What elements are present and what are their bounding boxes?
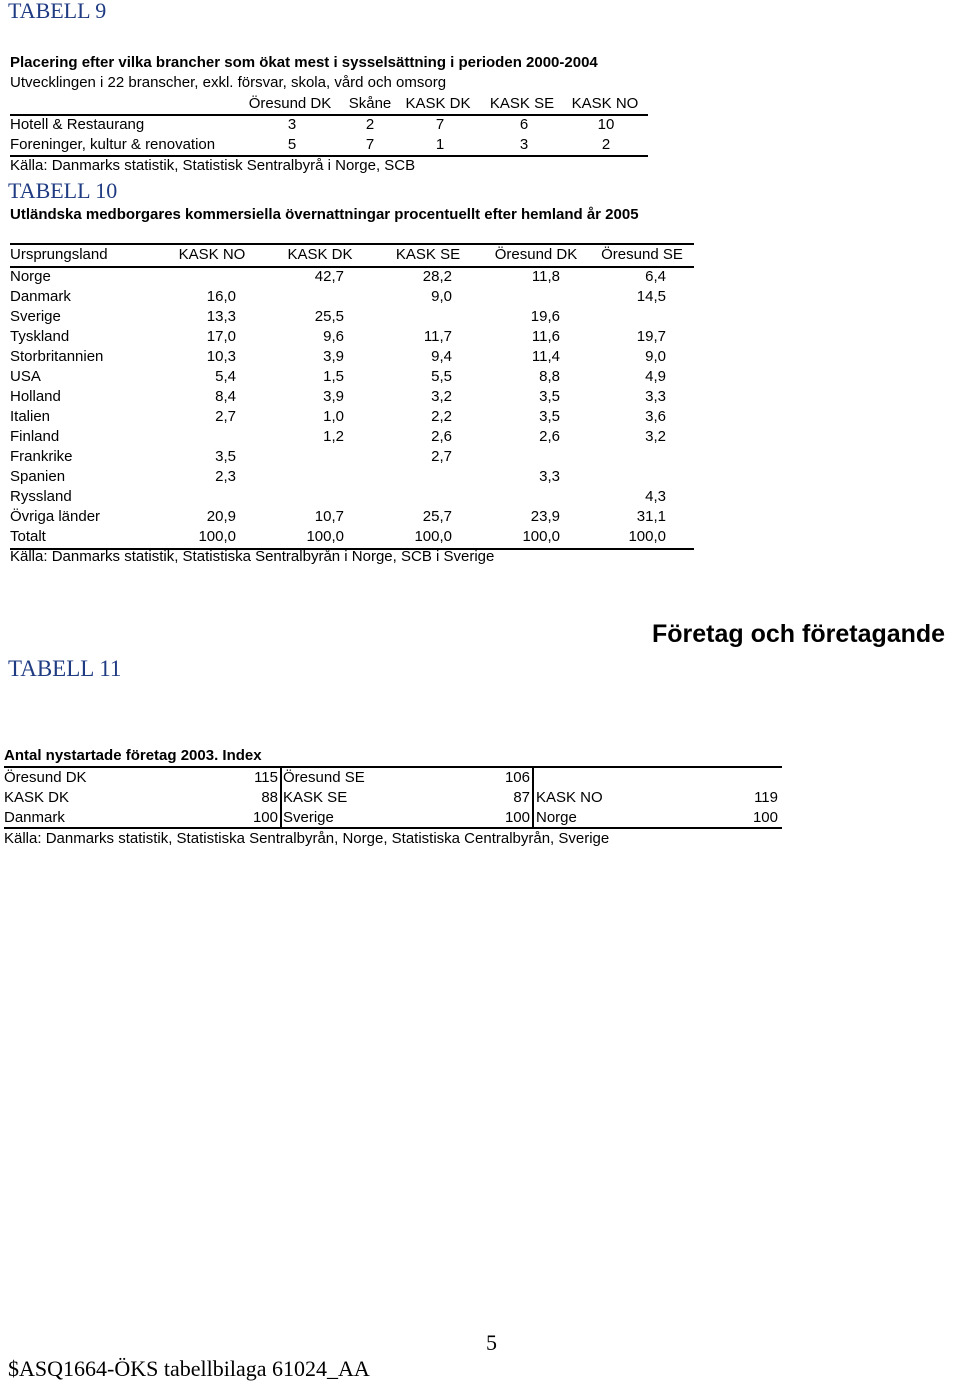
cell: 6,4 [645, 268, 666, 285]
row-label: Holland [10, 388, 61, 405]
tabell-10-col-header: Ursprungsland [10, 246, 108, 263]
index-value: 100 [252, 809, 278, 826]
cell: 5,4 [215, 368, 236, 385]
cell: 3,2 [431, 388, 452, 405]
cell: 7 [365, 136, 375, 153]
cell: 4,3 [645, 488, 666, 505]
cell: 1,2 [323, 428, 344, 445]
row-label: Spanien [10, 468, 66, 485]
cell: 11,8 [531, 268, 560, 285]
index-value: 87 [513, 789, 530, 806]
cell: 1,0 [323, 408, 344, 425]
cell: 3,5 [215, 448, 236, 465]
cell: 100,0 [198, 528, 236, 545]
cell: 23,9 [530, 508, 560, 525]
cell: 11,6 [531, 328, 560, 345]
tabell-10-top-rule [10, 243, 694, 245]
cell: 3,9 [323, 348, 344, 365]
cell: 4,9 [645, 368, 666, 385]
cell: 13,3 [206, 308, 236, 325]
row-label: Storbritannien [10, 348, 104, 365]
cell: 1,5 [323, 368, 344, 385]
cell: 9,4 [431, 348, 452, 365]
index-label: Öresund SE [283, 769, 365, 786]
tabell-9-subheading: Utvecklingen i 22 branscher, exkl. försvar, skola, vård och omsorg [10, 74, 447, 91]
row-label: Foreninger, kultur & renovation [10, 136, 216, 153]
row-label: Sverige [10, 308, 61, 325]
row-label: Finland [10, 428, 60, 445]
cell: 2,7 [215, 408, 236, 425]
cell: 3,5 [539, 388, 560, 405]
index-label: KASK NO [536, 789, 603, 806]
tabell-10-col-header: Öresund DK [494, 246, 578, 263]
tabell-9-source: Källa: Danmarks statistik, Statistisk Sentralbyrå i Norge, SCB [10, 157, 416, 174]
index-label: Sverige [283, 809, 334, 826]
cell: 5,5 [431, 368, 452, 385]
cell: 100,0 [306, 528, 344, 545]
page-number: 5 [486, 1330, 497, 1355]
cell: 10 [597, 116, 615, 133]
cell: 9,0 [645, 348, 666, 365]
index-label: Danmark [4, 809, 65, 826]
cell: 2,2 [431, 408, 452, 425]
row-label: Norge [10, 268, 51, 285]
cell: 28,2 [422, 268, 452, 285]
cell: 3,9 [323, 388, 344, 405]
row-label: Frankrike [10, 448, 73, 465]
row-label: Danmark [10, 288, 71, 305]
tabell-10-heading: Utländska medborgares kommersiella övernattningar procentuellt efter hemland år 2005 [10, 206, 639, 223]
tabell-9-col-header: Öresund DK [248, 95, 332, 112]
index-label: Norge [536, 809, 577, 826]
tabell-10-title: TABELL 10 [8, 178, 118, 203]
cell: 3 [519, 136, 529, 153]
tabell-9-col-header: Skåne [348, 95, 392, 112]
tabell-11-top-rule [4, 766, 782, 768]
tabell-11-heading: Antal nystartade företag 2003. Index [4, 747, 262, 764]
cell: 19,7 [636, 328, 666, 345]
tabell-9-col-header: KASK SE [489, 95, 555, 112]
cell: 2 [601, 136, 611, 153]
cell: 25,7 [422, 508, 452, 525]
row-label: Ryssland [10, 488, 72, 505]
cell: 31,1 [636, 508, 666, 525]
cell: 9,6 [323, 328, 344, 345]
cell: 100,0 [628, 528, 666, 545]
index-value: 119 [754, 789, 778, 806]
cell: 1 [435, 136, 445, 153]
cell: 100,0 [522, 528, 560, 545]
index-value: 115 [254, 769, 278, 786]
cell: 19,6 [530, 308, 560, 325]
cell: 2,3 [215, 468, 236, 485]
cell: 2 [365, 116, 375, 133]
cell: 3,3 [645, 388, 666, 405]
cell: 11,4 [531, 348, 560, 365]
cell: 16,0 [206, 288, 236, 305]
section-heading: Företag och företagande [652, 620, 946, 648]
tabell-10-col-header: KASK DK [287, 246, 353, 263]
column-divider [532, 768, 534, 828]
cell: 10,7 [314, 508, 344, 525]
cell: 8,8 [539, 368, 560, 385]
index-value: 100 [752, 809, 778, 826]
index-value: 100 [504, 809, 530, 826]
index-value: 88 [261, 789, 278, 806]
tabell-9-col-header: KASK NO [571, 95, 639, 112]
tabell-10-col-header: KASK NO [178, 246, 246, 263]
tabell-10-source: Källa: Danmarks statistik, Statistiska Sentralbyrån i Norge, SCB i Sverige [10, 548, 495, 565]
tabell-11-source: Källa: Danmarks statistik, Statistiska Sentralbyrån, Norge, Statistiska Centralbyrån, Sverige [4, 830, 610, 847]
index-value: 106 [504, 769, 530, 786]
cell: 25,5 [314, 308, 344, 325]
row-label: Övriga länder [10, 508, 101, 525]
cell: 8,4 [215, 388, 236, 405]
cell: 9,0 [431, 288, 452, 305]
tabell-10-col-header: KASK SE [395, 246, 461, 263]
tabell-10-col-header: Öresund SE [601, 246, 683, 263]
cell: 5 [287, 136, 297, 153]
cell: 10,3 [206, 348, 236, 365]
cell: 100,0 [414, 528, 452, 545]
cell: 2,7 [431, 448, 452, 465]
cell: 2,6 [431, 428, 452, 445]
tabell-11-bottom-rule [4, 827, 782, 829]
column-divider [280, 768, 282, 828]
cell: 3,2 [645, 428, 666, 445]
cell: 11,7 [423, 328, 452, 345]
cell: 3 [287, 116, 297, 133]
cell: 42,7 [314, 268, 344, 285]
row-label: Tyskland [10, 328, 70, 345]
document-id: $ASQ1664-ÖKS tabellbilaga 61024_AA [8, 1356, 370, 1381]
row-label: USA [10, 368, 41, 385]
index-label: KASK DK [4, 789, 70, 806]
index-label: Öresund DK [4, 769, 87, 786]
cell: 14,5 [636, 288, 666, 305]
row-label: Hotell & Restaurang [10, 116, 145, 133]
tabell-10-header-rule [10, 266, 694, 268]
cell: 3,3 [539, 468, 560, 485]
cell: 20,9 [206, 508, 236, 525]
cell: 3,6 [645, 408, 666, 425]
row-label: Italien [10, 408, 51, 425]
cell: 7 [435, 116, 445, 133]
index-label: KASK SE [283, 789, 348, 806]
tabell-9-heading: Placering efter vilka brancher som ökat mest i sysselsättning i perioden 2000-2004 [10, 54, 598, 71]
tabell-9-title: TABELL 9 [8, 0, 107, 23]
cell: 3,5 [539, 408, 560, 425]
row-label: Totalt [10, 528, 46, 545]
cell: 6 [519, 116, 529, 133]
tabell-9-col-header: KASK DK [405, 95, 471, 112]
cell: 17,0 [206, 328, 236, 345]
cell: 2,6 [539, 428, 560, 445]
tabell-11-title: TABELL 11 [8, 656, 122, 681]
